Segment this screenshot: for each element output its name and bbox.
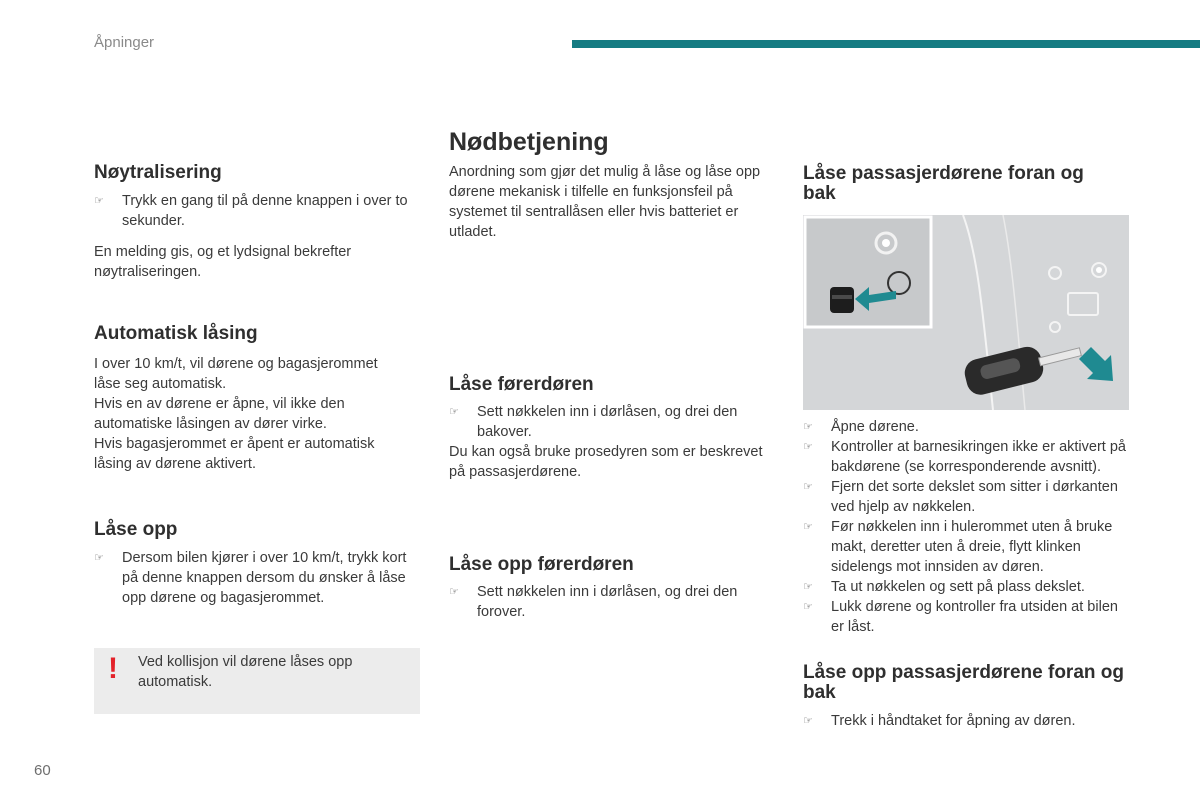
bullet-text: Fjern det sorte dekslet som sitter i dørkanten ved hjelp av nøkkelen. [831, 479, 1118, 515]
heading-nodbetjening: Nødbetjening [449, 128, 609, 156]
unlock-driver-door-section [449, 555, 767, 622]
bullet-item [803, 517, 1133, 577]
pointer-icon: ☞ [803, 421, 813, 433]
heading-laase-opp: Låse opp [94, 519, 178, 540]
paragraph: Hvis bagasjerommet er åpent er automatisk låsing av dørene aktivert. [94, 436, 375, 472]
heading-automatisk: Automatisk låsing [94, 323, 258, 344]
bullet-text: Før nøkkelen inn i hulerommet uten å bruke makt, deretter uten å dreie, flytt klinken sidelengs mot innsiden av døren. [831, 519, 1113, 575]
bullet-text: Trykk en gang til på denne knappen i over to sekunder. [122, 193, 408, 229]
heading-noytralisering: Nøytralisering [94, 162, 222, 183]
pointer-icon: ☞ [449, 406, 459, 418]
bullet-text: Sett nøkkelen inn i dørlåsen, og drei den bakover. [477, 404, 738, 440]
lock-driver-door-section [449, 375, 767, 482]
bullet-text: Åpne dørene. [831, 419, 919, 435]
pointer-icon: ☞ [803, 481, 813, 493]
bullet-text: Ta ut nøkkelen og sett på plass dekslet. [831, 579, 1085, 595]
pointer-icon: ☞ [803, 581, 813, 593]
heading-lase-passasjer: Låse passasjerdørene foran og bak [803, 163, 1084, 204]
door-lock-illustration [803, 215, 1129, 410]
door-lock-diagram [803, 215, 1129, 410]
bullet-item [803, 597, 1133, 637]
left-column [94, 163, 420, 282]
pointer-icon: ☞ [803, 601, 813, 613]
page-number: 60 [34, 762, 51, 779]
heading-lase-forerdor: Låse førerdøren [449, 374, 594, 395]
bullet-text: Lukk dørene og kontroller fra utsiden at bilen er låst. [831, 599, 1118, 635]
bullet-item [94, 191, 420, 231]
paragraph: En melding gis, og et lydsignal bekrefter nøytraliseringen. [94, 244, 352, 280]
bullet-item [803, 577, 1133, 597]
unlock-section [94, 520, 412, 608]
paragraph: I over 10 km/t, vil dørene og bagasjerommet låse seg automatisk. [94, 356, 378, 392]
bullet-item [449, 582, 767, 622]
automatic-locking-section [94, 324, 404, 474]
heading-lase-opp-passasjer: Låse opp passasjerdørene foran og bak [803, 662, 1124, 703]
lock-passenger-heading-block [803, 164, 1103, 204]
pointer-icon: ☞ [803, 715, 813, 727]
warning-text: Ved kollisjon vil dørene låses opp automatisk. [138, 654, 353, 690]
paragraph: Anordning som gjør det mulig å låse og låse opp dørene mekanisk i tilfelle en funksjonsfeil på systemet til sentrallåsen eller hvis batteriet er utladet. [449, 164, 761, 240]
bullet-item [803, 711, 1133, 731]
bullet-item [803, 477, 1133, 517]
pointer-icon: ☞ [94, 552, 104, 564]
heading-lase-opp-forerdor: Låse opp førerdøren [449, 554, 634, 575]
passenger-steps [803, 417, 1133, 637]
bullet-text: Dersom bilen kjører i over 10 km/t, trykk kort på denne knappen dersom du ønsker å låse opp dørene og bagasjerommet. [122, 550, 407, 606]
bullet-text: Kontroller at barnesikringen ikke er aktivert på bakdørene (se korresponderende avsnitt). [831, 439, 1126, 475]
bullet-text: Trekk i håndtaket for åpning av døren. [831, 713, 1076, 729]
paragraph: Du kan også bruke prosedyren som er beskrevet på passasjerdørene. [449, 444, 763, 480]
bullet-item [803, 417, 1133, 437]
emergency-section [449, 128, 767, 242]
warning-box [94, 648, 420, 714]
section-title: Åpninger [94, 34, 155, 51]
warning-icon: ! [108, 652, 118, 685]
pointer-icon: ☞ [803, 441, 813, 453]
pointer-icon: ☞ [449, 586, 459, 598]
bullet-item [449, 402, 767, 442]
paragraph: Hvis en av dørene er åpne, vil ikke den automatiske låsingen av dører virke. [94, 396, 345, 432]
bullet-item [803, 437, 1133, 477]
bullet-text: Sett nøkkelen inn i dørlåsen, og drei den forover. [477, 584, 738, 620]
header-accent-bar [572, 40, 1200, 48]
pointer-icon: ☞ [94, 195, 104, 207]
bullet-item [94, 548, 412, 608]
pointer-icon: ☞ [803, 521, 813, 533]
unlock-passenger-section [803, 663, 1133, 731]
